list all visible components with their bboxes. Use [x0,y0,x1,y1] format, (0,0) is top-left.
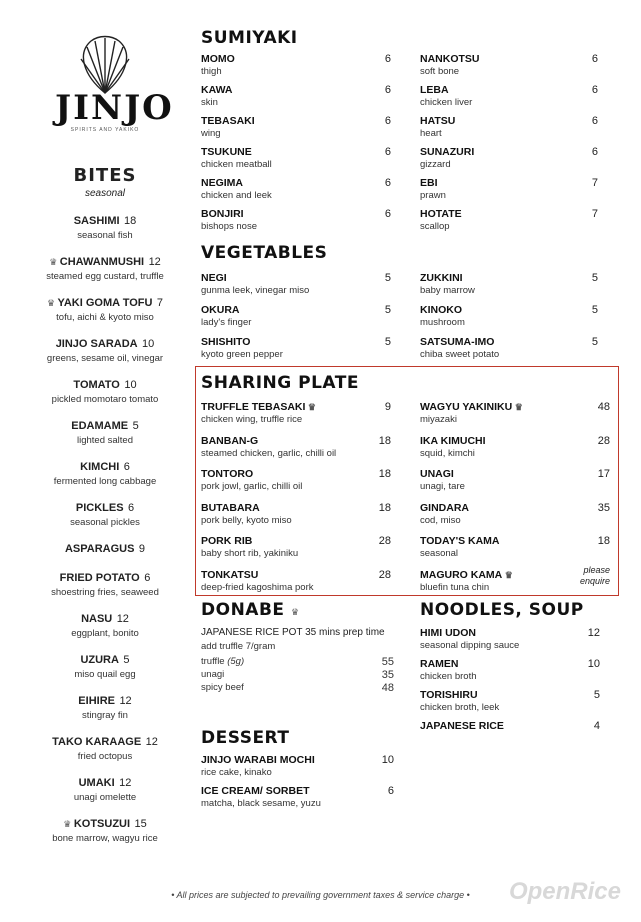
item-name [420,53,598,65]
item-price: 6 [384,177,391,189]
item-name [201,435,391,447]
donabe-line [201,682,394,693]
item-name-text: BANBAN-G [201,434,259,447]
item-name [201,535,391,547]
menu-item [420,720,600,732]
item-name-text: HOTATE [420,208,462,220]
item-name [420,208,598,220]
item-name-text: SATSUMA-IMO [420,336,495,348]
bite-item [30,252,180,282]
bite-name: CHAWANMUSHI [59,256,145,268]
item-price: 6 [591,115,598,127]
bite-name: KOTSUZUI [73,818,131,830]
enquire-line-1: please [583,564,610,575]
menu-item [420,304,598,328]
footer-note: • All prices are subjected to prevailing government taxes & service charge • [171,890,470,900]
bite-price: 6 [123,461,130,473]
item-name [420,627,600,639]
item-name-text: TODAY'S KAMA [420,535,500,547]
menu-item [420,272,598,296]
bite-desc: lighted salted [77,435,133,446]
item-name [201,53,391,65]
item-name-text: KAWA [201,84,233,96]
donabe-line-label: spicy beef [201,682,244,693]
item-name-text: SHISHITO [201,336,251,348]
bite-price: 18 [124,215,137,227]
item-desc: kyoto green pepper [201,349,283,360]
item-desc: heart [420,128,442,139]
bite-name: UMAKI [78,777,115,789]
item-price: 28 [597,434,610,447]
item-name [201,115,391,127]
menu-item [420,401,610,425]
bite-price: 6 [128,502,135,514]
item-name [420,502,610,514]
bite-item [30,539,180,557]
menu-item [420,146,598,170]
item-price: 18 [378,501,391,514]
bite-name: KIMCHI [80,461,120,473]
item-name-text: MOMO [201,53,235,65]
watermark: OpenRice [508,878,621,905]
bite-name: EDAMAME [71,420,129,432]
bite-name: ASPARAGUS [64,543,135,555]
item-price: 5 [384,272,391,284]
item-name-text: TEBASAKI [201,115,255,127]
item-name-text: NEGIMA [201,177,243,189]
item-name [420,720,600,732]
item-price-enquire [580,565,610,587]
item-name [201,502,391,514]
crown-icon: ♛ [305,402,316,412]
item-name [201,84,391,96]
crown-icon: ♛ [502,569,513,580]
item-desc: chicken meatball [201,159,272,170]
item-desc: soft bone [420,66,460,77]
bite-item [30,650,180,680]
crown-icon: ♛ [49,257,60,267]
item-price: 5 [384,336,391,348]
item-name-text: TONTORO [201,468,254,480]
menu-item [420,689,600,713]
item-name-text: RAMEN [420,658,459,670]
item-name [420,435,610,447]
menu-item [420,53,598,77]
item-desc: steamed chicken, garlic, chilli oil [201,447,337,459]
item-price: 7 [591,208,598,220]
item-name [420,535,610,547]
menu-item [420,564,610,593]
item-price: 18 [378,434,391,447]
item-price: 6 [384,115,391,127]
bites-subtitle: seasonal [84,188,126,199]
crown-icon: ♛ [63,819,74,829]
item-name-text: OKURA [201,304,240,316]
menu-item [420,435,610,459]
item-desc: miyazaki [420,414,457,425]
menu-item [420,177,598,201]
item-price: 6 [591,146,598,158]
item-name-text: ZUKKINI [420,272,463,284]
item-name-text: IKA KIMUCHI [420,434,486,447]
item-desc: pork jowl, garlic, chilli oil [201,481,303,492]
bite-desc: stingray fin [82,710,128,721]
item-name-text: TSUKUNE [201,146,252,158]
menu-item [201,115,391,139]
item-desc: baby short rib, yakiniku [201,548,299,559]
bite-name: TAKO KARAAGE [52,736,142,748]
item-desc: squid, kimchi [420,447,475,459]
bite-price: 5 [123,654,130,666]
vegetables-title: VEGETABLES [201,243,328,263]
item-price: 6 [591,53,598,65]
item-price: 18 [597,535,610,547]
bite-desc: unagi omelette [73,792,137,803]
item-name-text: NEGI [201,272,227,284]
item-desc: prawn [420,190,446,201]
item-desc: mushroom [420,317,465,328]
item-price: 6 [384,146,391,158]
bite-price: 9 [138,543,146,555]
bite-name: PICKLES [75,502,124,514]
item-price: 10 [381,754,394,766]
item-price: 6 [591,84,598,96]
item-price: 6 [384,84,391,96]
bite-desc: fermented long cabbage [53,476,157,487]
sharing-plate-title: SHARING PLATE [201,373,359,393]
item-name-text: EBI [420,177,438,189]
shell-fan-icon [73,35,137,95]
item-desc: baby marrow [420,285,475,296]
sumiyaki-title: SUMIYAKI [201,28,298,48]
brand-name: JINJO [55,88,174,128]
menu-item [201,84,391,108]
item-price: 12 [587,627,600,639]
item-price: 6 [384,208,391,220]
donabe-line-price: 35 [381,669,394,681]
bite-price: 10 [124,379,137,391]
item-price: 6 [384,53,391,65]
menu-item [420,336,598,360]
menu-item [420,84,598,108]
item-name [201,272,391,284]
donabe-line-note: (5g) [227,656,245,667]
bite-item [30,416,180,446]
item-price: 10 [587,658,600,670]
menu-item [420,627,600,651]
item-name-text: SUNAZURI [420,146,475,158]
logo [55,35,174,155]
item-desc: seasonal dipping sauce [420,640,520,651]
bite-desc: seasonal pickles [70,517,140,528]
item-name [201,785,394,797]
item-name [201,304,391,316]
item-name-text: HIMI UDON [420,627,476,639]
menu-item [201,177,391,201]
item-name [201,177,391,189]
bite-name: UZURA [80,654,119,666]
item-name [201,468,391,480]
bite-name: FRIED POTATO [59,572,140,584]
menu-item [201,435,391,459]
menu-item [201,208,391,232]
donabe-heading: JAPANESE RICE POT 35 mins prep time [201,627,385,638]
item-desc: scallop [420,221,450,232]
menu-item [201,304,391,328]
item-name-text: HATSU [420,115,456,127]
item-name [420,401,610,413]
item-name-text: KINOKO [420,304,462,316]
item-name-text: TONKATSU [201,568,259,581]
item-name-text: TRUFFLE TEBASAKI [201,401,306,413]
bite-item [30,498,180,528]
item-name [201,569,391,581]
item-name [201,754,394,766]
item-desc: deep-fried kagoshima pork [201,581,314,593]
item-price: 17 [597,468,610,480]
bite-item [30,334,180,364]
menu-item [201,272,391,296]
bite-price: 12 [119,695,132,707]
bite-item [30,691,180,721]
menu-item [201,146,391,170]
bite-price: 15 [134,818,147,830]
bite-item [30,293,180,323]
bite-desc: seasonal fish [77,230,133,241]
item-desc: cod, miso [420,514,461,526]
item-price: 48 [597,401,610,413]
item-desc: chicken broth, leek [420,702,500,713]
menu-item [420,535,610,559]
menu-item [420,502,610,526]
item-desc: chicken and leek [201,190,272,201]
item-name [201,208,391,220]
item-name [420,84,598,96]
bite-name: JINJO SARADA [55,338,138,350]
item-name [201,146,391,158]
item-name [420,146,598,158]
item-desc: skin [201,97,218,108]
bites-title: BITES [73,165,137,186]
bites-section [30,165,180,855]
donabe-note: add truffle 7/gram [201,641,276,652]
item-desc: gunma leek, vinegar miso [201,285,310,296]
bite-price: 12 [119,777,132,789]
menu-item [201,785,394,809]
menu-item [420,208,598,232]
noodles-title: NOODLES, SOUP [420,600,584,620]
bite-item [30,814,180,844]
menu-item [420,115,598,139]
menu-item [420,658,600,682]
bite-desc: shoestring fries, seaweed [51,587,159,598]
item-name-text: LEBA [420,84,449,96]
donabe-title: DONABE ♛ [201,600,300,620]
bite-desc: pickled momotaro tomato [51,394,159,405]
item-price: 5 [591,272,598,284]
donabe-line [201,669,394,680]
item-desc: chicken broth [420,671,477,682]
item-desc: chiba sweet potato [420,349,500,360]
crown-icon: ♛ [290,608,300,618]
item-price: 5 [593,689,600,701]
item-desc: thigh [201,66,222,77]
item-name-text: NANKOTSU [420,53,480,65]
bite-item [30,211,180,241]
menu-item [420,468,610,492]
item-name-text: UNAGI [420,468,454,480]
menu-item [201,336,391,360]
item-price: 6 [387,785,394,797]
bite-name: TOMATO [73,379,120,391]
item-name [201,401,391,413]
bite-price: 5 [132,420,139,432]
bite-desc: tofu, aichi & kyoto miso [56,312,154,323]
item-desc: chicken wing, truffle rice [201,414,303,425]
item-desc: seasonal [420,548,459,559]
item-desc: gizzard [420,159,451,170]
item-name-text: ICE CREAM/ SORBET [201,785,310,797]
item-name [420,115,598,127]
bite-item [30,609,180,639]
item-desc: pork belly, kyoto miso [201,514,292,526]
crown-icon: ♛ [512,402,523,412]
donabe-line [201,656,394,667]
item-price: 7 [591,177,598,189]
menu-item [201,53,391,77]
item-price: 28 [378,535,391,547]
item-name [420,336,598,348]
menu-item [201,401,391,425]
item-desc: bluefin tuna chin [420,581,490,593]
brand-tagline: SPIRITS AND YAKIKO [70,127,140,133]
item-name-text: MAGURO KAMA [420,568,503,581]
bite-price: 7 [156,297,164,309]
donabe-line-label: truffle [201,656,225,667]
bite-name: EIHIRE [78,695,115,707]
bite-price: 12 [145,736,158,748]
item-name-text: PORK RIB [201,535,253,547]
item-desc: matcha, black sesame, yuzu [201,798,321,809]
item-name-text: TORISHIRU [420,689,478,701]
item-price: 35 [597,501,610,514]
bite-desc: miso quail egg [74,669,136,680]
menu-item [201,754,394,778]
bite-price: 12 [148,256,161,268]
item-name-text: JINJO WARABI MOCHI [201,754,315,766]
item-name-text: BONJIRI [201,208,244,220]
item-desc: chicken liver [420,97,473,108]
bite-desc: eggplant, bonito [71,628,139,639]
menu-item [201,569,391,593]
item-name [201,336,391,348]
menu-item [201,535,391,559]
bite-desc: fried octopus [77,751,133,762]
bite-item [30,568,180,598]
item-price: 5 [591,304,598,316]
item-price: 5 [591,336,598,348]
item-price: 4 [593,720,600,732]
item-desc: unagi, tare [420,481,465,492]
item-name-text: BUTABARA [201,501,260,514]
item-desc: rice cake, kinako [201,767,272,778]
menu-item [201,468,391,492]
item-name [420,468,610,480]
item-name [420,177,598,189]
bite-item [30,457,180,487]
donabe-line-price: 55 [381,656,394,668]
bite-name: YAKI GOMA TOFU [57,297,153,309]
bite-desc: bone marrow, wagyu rice [52,833,158,844]
bite-item [30,375,180,405]
bite-desc: steamed egg custard, truffle [46,271,164,282]
bite-item [30,732,180,762]
enquire-line-2: enquire [579,575,610,586]
item-name-text: JAPANESE RICE [420,720,504,732]
item-name [420,272,598,284]
donabe-line-price: 48 [381,682,394,694]
menu-item [201,502,391,526]
item-name [420,689,600,701]
item-price: 28 [378,568,391,581]
crown-icon: ♛ [46,298,58,308]
item-name [420,304,598,316]
bite-price: 10 [142,338,155,350]
item-desc: lady's finger [201,317,252,328]
item-name [420,658,600,670]
item-name-text: WAGYU YAKINIKU [420,401,513,413]
bite-item [30,773,180,803]
bites-list [30,211,180,844]
item-desc: bishops nose [201,221,257,232]
bite-price: 6 [144,572,151,584]
item-name-text: GINDARA [420,501,469,514]
item-desc: wing [201,128,221,139]
bite-price: 12 [116,613,129,625]
donabe-line-label: unagi [201,669,225,680]
item-price: 18 [378,468,391,480]
item-price: 9 [384,401,391,413]
bite-name: SASHIMI [73,215,120,227]
dessert-title: DESSERT [201,728,290,748]
bite-name: NASU [81,613,113,625]
bite-desc: greens, sesame oil, vinegar [46,353,164,364]
item-price: 5 [384,304,391,316]
